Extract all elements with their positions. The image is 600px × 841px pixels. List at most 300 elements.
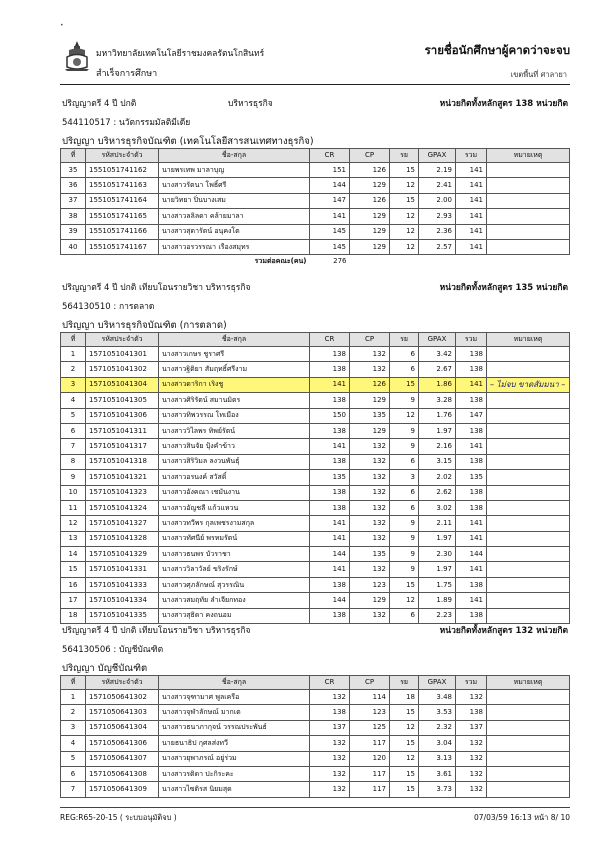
cell-student-name: นายธนาธิป กุศลส่งทวี bbox=[159, 736, 310, 751]
cell-gpax: 3.02 bbox=[419, 500, 456, 515]
cell-student-id: 1571051041328 bbox=[86, 531, 159, 546]
cell-gpax: 1.97 bbox=[419, 423, 456, 438]
cell-total-credits: 137 bbox=[456, 720, 487, 735]
cell-total-credits: 141 bbox=[456, 593, 487, 608]
cell-student-name: นางสาวลลิลดา คล้ายมาลา bbox=[159, 209, 310, 224]
program-credits: หน่วยกิตทั้งหลักสูตร 138 หน่วยกิต bbox=[439, 99, 568, 109]
office-name: สำเร็จการศึกษา bbox=[96, 69, 158, 79]
summary-label: รวมต่อคณะ(คน) bbox=[254, 257, 307, 266]
cell-credits-registered: 141 bbox=[310, 531, 350, 546]
cell-student-id: 1571051041324 bbox=[86, 500, 159, 515]
table-row bbox=[61, 178, 570, 193]
cell-credits-in-progress: 6 bbox=[390, 362, 419, 377]
cell-student-id: 1571051041306 bbox=[86, 408, 159, 423]
cell-gpax: 2.41 bbox=[419, 178, 456, 193]
cell-student-name: นางสาวรัตนา โพธิ์ศรี bbox=[159, 178, 310, 193]
table-row bbox=[61, 562, 570, 577]
cell-gpax: 3.28 bbox=[419, 393, 456, 408]
cell-credits-registered: 138 bbox=[310, 577, 350, 592]
cell-credits-passed: 132 bbox=[350, 500, 390, 515]
table-header-row bbox=[61, 676, 570, 690]
cell-remark bbox=[487, 608, 570, 623]
cell-row-number: 3 bbox=[61, 720, 86, 735]
cell-row-number: 38 bbox=[61, 209, 86, 224]
column-header-credits-in-progress: รย bbox=[390, 676, 419, 690]
cell-remark bbox=[487, 470, 570, 485]
table-row bbox=[61, 485, 570, 500]
cell-remark bbox=[487, 516, 570, 531]
cell-student-id: 1571051041331 bbox=[86, 562, 159, 577]
cell-credits-in-progress: 12 bbox=[390, 593, 419, 608]
cell-total-credits: 141 bbox=[456, 163, 487, 178]
cell-credits-passed: 132 bbox=[350, 362, 390, 377]
program-credits: หน่วยกิตทั้งหลักสูตร 132 หน่วยกิต bbox=[439, 626, 568, 636]
cell-student-name: นางสาววิลาวัลย์ ขริงรักษ์ bbox=[159, 562, 310, 577]
cell-total-credits: 144 bbox=[456, 547, 487, 562]
cell-total-credits: 141 bbox=[456, 193, 487, 208]
cell-remark: – ไม่จบ ขาดสัมมนา – bbox=[487, 377, 570, 392]
cell-credits-in-progress: 9 bbox=[390, 562, 419, 577]
table-row bbox=[61, 393, 570, 408]
cell-remark bbox=[487, 500, 570, 515]
cell-credits-in-progress: 3 bbox=[390, 470, 419, 485]
cell-row-number: 12 bbox=[61, 516, 86, 531]
column-header-row-number: ที่ bbox=[61, 676, 86, 690]
cell-credits-passed: 129 bbox=[350, 239, 390, 254]
cell-row-number: 7 bbox=[61, 439, 86, 454]
section-it bbox=[60, 96, 570, 268]
cell-student-name: นางสาวดาริกา เริงชู bbox=[159, 377, 310, 392]
table-row bbox=[61, 705, 570, 720]
cell-gpax: 3.48 bbox=[419, 690, 456, 705]
table-row bbox=[61, 224, 570, 239]
cell-student-id: 1551051741166 bbox=[86, 224, 159, 239]
column-header-credits-passed: CP bbox=[350, 676, 390, 690]
cell-gpax: 1.86 bbox=[419, 377, 456, 392]
cell-row-number: 1 bbox=[61, 690, 86, 705]
cell-credits-passed: 129 bbox=[350, 593, 390, 608]
cell-credits-registered: 144 bbox=[310, 547, 350, 562]
cell-row-number: 5 bbox=[61, 408, 86, 423]
cell-remark bbox=[487, 209, 570, 224]
table-row bbox=[61, 593, 570, 608]
cell-student-id: 1551051741162 bbox=[86, 163, 159, 178]
cell-student-id: 1551051741163 bbox=[86, 178, 159, 193]
cell-remark bbox=[487, 454, 570, 469]
cell-credits-in-progress: 6 bbox=[390, 500, 419, 515]
column-header-credits-registered: CR bbox=[310, 676, 350, 690]
cell-gpax: 3.73 bbox=[419, 782, 456, 797]
cell-remark bbox=[487, 577, 570, 592]
table-row bbox=[61, 239, 570, 254]
table-row bbox=[61, 408, 570, 423]
table-row bbox=[61, 500, 570, 515]
cell-credits-registered: 132 bbox=[310, 690, 350, 705]
cell-remark bbox=[487, 751, 570, 766]
print-info: 07/03/59 16:13 หน้า 8/ 10 bbox=[474, 813, 570, 822]
cell-student-id: 1571050641308 bbox=[86, 766, 159, 781]
cell-student-id: 1571050641304 bbox=[86, 720, 159, 735]
cell-credits-in-progress: 15 bbox=[390, 163, 419, 178]
cell-student-name: นางสาวสิริวิมล ลงวนพันธุ์ bbox=[159, 454, 310, 469]
cell-credits-in-progress: 9 bbox=[390, 423, 419, 438]
table-row bbox=[61, 736, 570, 751]
cell-gpax: 1.75 bbox=[419, 577, 456, 592]
header-divider bbox=[60, 84, 570, 85]
cell-remark bbox=[487, 439, 570, 454]
cell-student-id: 1571051041329 bbox=[86, 547, 159, 562]
cell-credits-passed: 129 bbox=[350, 393, 390, 408]
cell-student-name: นางสาวอรวรรณา เรืองสมุทร bbox=[159, 239, 310, 254]
cell-credits-passed: 132 bbox=[350, 531, 390, 546]
degree-name: ปริญญา บัญชีบัณฑิต bbox=[62, 663, 148, 674]
cell-row-number: 6 bbox=[61, 423, 86, 438]
cell-student-name: นายวิทยา ปิ่นบางเสม bbox=[159, 193, 310, 208]
cell-remark bbox=[487, 766, 570, 781]
degree-name: ปริญญา บริหารธุรกิจบัณฑิต (เทคโนโลยีสารสนเทศทางธุรกิจ) bbox=[62, 136, 314, 147]
cell-row-number: 2 bbox=[61, 705, 86, 720]
cell-total-credits: 138 bbox=[456, 393, 487, 408]
cell-credits-in-progress: 6 bbox=[390, 485, 419, 500]
cell-row-number: 11 bbox=[61, 500, 86, 515]
cell-credits-passed: 117 bbox=[350, 736, 390, 751]
cell-credits-in-progress: 12 bbox=[390, 224, 419, 239]
cell-row-number: 7 bbox=[61, 782, 86, 797]
cell-credits-passed: 135 bbox=[350, 408, 390, 423]
cell-student-id: 1571050641303 bbox=[86, 705, 159, 720]
cell-remark bbox=[487, 690, 570, 705]
cell-total-credits: 141 bbox=[456, 516, 487, 531]
cell-total-credits: 135 bbox=[456, 470, 487, 485]
cell-row-number: 8 bbox=[61, 454, 86, 469]
cell-total-credits: 138 bbox=[456, 423, 487, 438]
cell-row-number: 40 bbox=[61, 239, 86, 254]
cell-gpax: 2.30 bbox=[419, 547, 456, 562]
cell-remark bbox=[487, 531, 570, 546]
degree-name: ปริญญา บริหารธุรกิจบัณฑิต (การตลาด) bbox=[62, 320, 227, 331]
cell-student-id: 1571050641302 bbox=[86, 690, 159, 705]
summary-spacer bbox=[350, 255, 570, 269]
cell-student-name: นางสาวทิพวรรณ โทเมือง bbox=[159, 408, 310, 423]
column-header-remark: หมายเหตุ bbox=[487, 676, 570, 690]
cell-total-credits: 138 bbox=[456, 362, 487, 377]
cell-credits-registered: 141 bbox=[310, 209, 350, 224]
cell-student-id: 1551051741165 bbox=[86, 209, 159, 224]
cell-credits-in-progress: 6 bbox=[390, 454, 419, 469]
cell-student-id: 1551051741167 bbox=[86, 239, 159, 254]
cell-total-credits: 138 bbox=[456, 454, 487, 469]
cell-credits-in-progress: 12 bbox=[390, 209, 419, 224]
cell-credits-passed: 132 bbox=[350, 470, 390, 485]
cell-credits-registered: 137 bbox=[310, 720, 350, 735]
footer-divider bbox=[60, 807, 570, 808]
cell-gpax: 2.57 bbox=[419, 239, 456, 254]
table-row bbox=[61, 516, 570, 531]
table-row bbox=[61, 377, 570, 392]
cell-credits-in-progress: 15 bbox=[390, 577, 419, 592]
cell-row-number: 4 bbox=[61, 393, 86, 408]
column-header-credits-in-progress: รย bbox=[390, 149, 419, 163]
cell-student-name: นางสาวอังคณา เชมันงาน bbox=[159, 485, 310, 500]
cell-credits-in-progress: 12 bbox=[390, 239, 419, 254]
student-table bbox=[60, 675, 570, 798]
cell-row-number: 16 bbox=[61, 577, 86, 592]
column-header-credits-in-progress: รย bbox=[390, 333, 419, 347]
cell-credits-passed: 129 bbox=[350, 209, 390, 224]
cell-student-name: นางสาวสินจัย ปุ้งคำข้าว bbox=[159, 439, 310, 454]
cell-credits-in-progress: 18 bbox=[390, 690, 419, 705]
cell-student-name: นางสาวศุภลักษณ์ สุวรรณิน bbox=[159, 577, 310, 592]
program-credits: หน่วยกิตทั้งหลักสูตร 135 หน่วยกิต bbox=[439, 283, 568, 293]
cell-total-credits: 141 bbox=[456, 531, 487, 546]
cell-credits-registered: 144 bbox=[310, 593, 350, 608]
cell-credits-in-progress: 12 bbox=[390, 751, 419, 766]
cell-student-id: 1571050641309 bbox=[86, 782, 159, 797]
cell-student-name: นางสาวสุธิดา คงถนอม bbox=[159, 608, 310, 623]
cell-row-number: 6 bbox=[61, 766, 86, 781]
cell-student-id: 1571051041317 bbox=[86, 439, 159, 454]
cell-credits-passed: 129 bbox=[350, 178, 390, 193]
cell-credits-registered: 132 bbox=[310, 736, 350, 751]
column-header-student-id: รหัสประจำตัว bbox=[86, 676, 159, 690]
cell-credits-passed: 132 bbox=[350, 439, 390, 454]
cell-student-id: 1571051041305 bbox=[86, 393, 159, 408]
cell-total-credits: 132 bbox=[456, 766, 487, 781]
column-header-remark: หมายเหตุ bbox=[487, 149, 570, 163]
column-header-credits-passed: CP bbox=[350, 333, 390, 347]
cell-gpax: 2.93 bbox=[419, 209, 456, 224]
cell-row-number: 4 bbox=[61, 736, 86, 751]
report-code: REG:R65-20-15 ( ระบบอนุมัติจบ ) bbox=[60, 813, 177, 822]
cell-credits-in-progress: 9 bbox=[390, 516, 419, 531]
cell-student-name: นางสาวทัศนีย์ พรหมรัตน์ bbox=[159, 531, 310, 546]
table-row bbox=[61, 782, 570, 797]
cell-total-credits: 138 bbox=[456, 500, 487, 515]
cell-remark bbox=[487, 163, 570, 178]
cell-credits-passed: 132 bbox=[350, 562, 390, 577]
cell-remark bbox=[487, 408, 570, 423]
cell-credits-registered: 144 bbox=[310, 178, 350, 193]
cell-student-id: 1571051041335 bbox=[86, 608, 159, 623]
cell-credits-registered: 138 bbox=[310, 500, 350, 515]
cell-total-credits: 141 bbox=[456, 239, 487, 254]
cell-credits-registered: 141 bbox=[310, 562, 350, 577]
cell-student-name: นางสาวอัญชลี แก้วแหวน bbox=[159, 500, 310, 515]
cell-total-credits: 138 bbox=[456, 705, 487, 720]
table-row bbox=[61, 720, 570, 735]
cell-remark bbox=[487, 178, 570, 193]
cell-remark bbox=[487, 239, 570, 254]
cell-student-name: นางสาวทวีพร กุลเพชรงามสกุล bbox=[159, 516, 310, 531]
cell-remark bbox=[487, 705, 570, 720]
cell-credits-registered: 150 bbox=[310, 408, 350, 423]
cell-row-number: 36 bbox=[61, 178, 86, 193]
cell-remark bbox=[487, 362, 570, 377]
program-type: ปริญญาตรี 4 ปี ปกติ เทียบโอนรายวิชา บริหารธุรกิจ bbox=[62, 626, 251, 636]
table-row bbox=[61, 766, 570, 781]
program-type: ปริญญาตรี 4 ปี ปกติ bbox=[62, 99, 137, 109]
cell-credits-passed: 132 bbox=[350, 454, 390, 469]
student-table bbox=[60, 148, 570, 268]
cell-credits-passed: 132 bbox=[350, 608, 390, 623]
column-header-student-name: ชื่อ-สกุล bbox=[159, 333, 310, 347]
cell-credits-in-progress: 9 bbox=[390, 393, 419, 408]
cell-student-id: 1571050641307 bbox=[86, 751, 159, 766]
cell-credits-passed: 132 bbox=[350, 485, 390, 500]
cell-remark bbox=[487, 593, 570, 608]
cell-credits-in-progress: 6 bbox=[390, 347, 419, 362]
cell-student-name: นางสาวไซติรส นิยมสุด bbox=[159, 782, 310, 797]
cell-student-name: นางสาวธนาภากุจน์ วรรณประพันธ์ bbox=[159, 720, 310, 735]
cell-total-credits: 138 bbox=[456, 577, 487, 592]
cell-gpax: 2.19 bbox=[419, 163, 456, 178]
column-header-total-credits: รวม bbox=[456, 676, 487, 690]
cell-student-name: นางสาวศิริรัตน์ สมานมิตร bbox=[159, 393, 310, 408]
section-heading bbox=[60, 280, 570, 294]
cell-student-name: นางสาวสมฤทัย ลำเจียกทอง bbox=[159, 593, 310, 608]
table-row bbox=[61, 608, 570, 623]
cell-remark bbox=[487, 485, 570, 500]
column-header-student-id: รหัสประจำตัว bbox=[86, 149, 159, 163]
cell-credits-in-progress: 9 bbox=[390, 531, 419, 546]
cell-total-credits: 141 bbox=[456, 209, 487, 224]
cell-gpax: 3.61 bbox=[419, 766, 456, 781]
cell-credits-registered: 138 bbox=[310, 393, 350, 408]
cell-credits-passed: 117 bbox=[350, 766, 390, 781]
cell-credits-in-progress: 15 bbox=[390, 766, 419, 781]
cell-student-name: นายพรเทพ มาลาบุญ bbox=[159, 163, 310, 178]
cell-row-number: 5 bbox=[61, 751, 86, 766]
cell-credits-in-progress: 15 bbox=[390, 705, 419, 720]
table-header-row bbox=[61, 333, 570, 347]
cell-credits-in-progress: 15 bbox=[390, 377, 419, 392]
cell-row-number: 17 bbox=[61, 593, 86, 608]
cell-total-credits: 147 bbox=[456, 408, 487, 423]
cell-total-credits: 132 bbox=[456, 736, 487, 751]
column-header-total-credits: รวม bbox=[456, 149, 487, 163]
cell-row-number: 18 bbox=[61, 608, 86, 623]
column-header-student-id: รหัสประจำตัว bbox=[86, 333, 159, 347]
cell-credits-registered: 135 bbox=[310, 470, 350, 485]
cell-credits-registered: 138 bbox=[310, 608, 350, 623]
cell-row-number: 14 bbox=[61, 547, 86, 562]
cell-gpax: 3.15 bbox=[419, 454, 456, 469]
cell-remark bbox=[487, 393, 570, 408]
cell-total-credits: 138 bbox=[456, 347, 487, 362]
cell-credits-passed: 126 bbox=[350, 377, 390, 392]
page-title: รายชื่อนักศึกษาผู้คาดว่าจะจบ bbox=[424, 43, 570, 57]
cell-total-credits: 138 bbox=[456, 485, 487, 500]
column-header-total-credits: รวม bbox=[456, 333, 487, 347]
cell-credits-in-progress: 9 bbox=[390, 439, 419, 454]
table-row bbox=[61, 751, 570, 766]
cell-total-credits: 141 bbox=[456, 178, 487, 193]
table-row bbox=[61, 470, 570, 485]
cell-credits-passed: 123 bbox=[350, 705, 390, 720]
cell-credits-registered: 138 bbox=[310, 347, 350, 362]
cell-gpax: 2.62 bbox=[419, 485, 456, 500]
cell-student-name: นางสาวธนพร บัวราชา bbox=[159, 547, 310, 562]
cell-credits-registered: 138 bbox=[310, 362, 350, 377]
table-header-row bbox=[61, 149, 570, 163]
cell-student-name: นางสาวฐิติยา สัมฤทธิ์ศรีงาม bbox=[159, 362, 310, 377]
cell-credits-registered: 145 bbox=[310, 224, 350, 239]
column-header-credits-registered: CR bbox=[310, 333, 350, 347]
cell-remark bbox=[487, 224, 570, 239]
column-header-student-name: ชื่อ-สกุล bbox=[159, 676, 310, 690]
scan-mark: • bbox=[60, 22, 64, 29]
cell-gpax: 2.00 bbox=[419, 193, 456, 208]
cell-remark bbox=[487, 782, 570, 797]
section-heading bbox=[60, 623, 570, 637]
campus-name: เขตพื้นที่ ศาลายา bbox=[510, 70, 567, 79]
cell-credits-in-progress: 6 bbox=[390, 608, 419, 623]
column-header-remark: หมายเหตุ bbox=[487, 333, 570, 347]
cell-total-credits: 141 bbox=[456, 562, 487, 577]
cell-row-number: 35 bbox=[61, 163, 86, 178]
column-header-credits-registered: CR bbox=[310, 149, 350, 163]
cell-credits-in-progress: 15 bbox=[390, 782, 419, 797]
cell-gpax: 2.36 bbox=[419, 224, 456, 239]
cell-gpax: 1.97 bbox=[419, 531, 456, 546]
cell-credits-registered: 141 bbox=[310, 516, 350, 531]
student-table bbox=[60, 332, 570, 624]
cell-student-name: นางสาวอรนงค์ สวัสดิ์ bbox=[159, 470, 310, 485]
cell-credits-in-progress: 15 bbox=[390, 736, 419, 751]
cell-credits-registered: 141 bbox=[310, 439, 350, 454]
section-accounting bbox=[60, 623, 570, 798]
cell-total-credits: 132 bbox=[456, 690, 487, 705]
cell-student-name: นางสาวรติดา ปะกิระคะ bbox=[159, 766, 310, 781]
cell-student-id: 1571051041318 bbox=[86, 454, 159, 469]
cell-credits-registered: 138 bbox=[310, 454, 350, 469]
cell-row-number: 10 bbox=[61, 485, 86, 500]
cell-student-name: นางสาวยุพาภรณ์ อยู่ร่วม bbox=[159, 751, 310, 766]
cell-remark bbox=[487, 347, 570, 362]
cell-student-id: 1571051041304 bbox=[86, 377, 159, 392]
cell-gpax: 2.23 bbox=[419, 608, 456, 623]
cell-gpax: 2.02 bbox=[419, 470, 456, 485]
cell-credits-registered: 141 bbox=[310, 377, 350, 392]
cell-total-credits: 132 bbox=[456, 751, 487, 766]
cell-student-id: 1571051041311 bbox=[86, 423, 159, 438]
cell-credits-passed: 120 bbox=[350, 751, 390, 766]
cell-gpax: 3.53 bbox=[419, 705, 456, 720]
cell-student-id: 1571051041302 bbox=[86, 362, 159, 377]
table-row bbox=[61, 209, 570, 224]
cell-gpax: 1.76 bbox=[419, 408, 456, 423]
cell-credits-registered: 138 bbox=[310, 423, 350, 438]
cell-gpax: 1.97 bbox=[419, 562, 456, 577]
cell-remark bbox=[487, 720, 570, 735]
cell-total-credits: 132 bbox=[456, 782, 487, 797]
major-code: 564130506 : บัญชีบัณฑิต bbox=[62, 645, 164, 655]
major-code: 544110517 : นวัตกรรมมัลติมีเดีย bbox=[62, 118, 191, 128]
cell-credits-passed: 125 bbox=[350, 720, 390, 735]
cell-row-number: 39 bbox=[61, 224, 86, 239]
summary-value: 276 bbox=[333, 257, 347, 266]
cell-credits-passed: 135 bbox=[350, 547, 390, 562]
table-row bbox=[61, 423, 570, 438]
cell-student-name: นางสาวจุฬาลักษณ์ มากเต bbox=[159, 705, 310, 720]
university-seal-icon bbox=[63, 40, 91, 72]
cell-total-credits: 141 bbox=[456, 224, 487, 239]
cell-gpax: 2.16 bbox=[419, 439, 456, 454]
cell-credits-in-progress: 12 bbox=[390, 720, 419, 735]
cell-remark bbox=[487, 423, 570, 438]
cell-student-id: 1571050641306 bbox=[86, 736, 159, 751]
cell-credits-passed: 126 bbox=[350, 163, 390, 178]
